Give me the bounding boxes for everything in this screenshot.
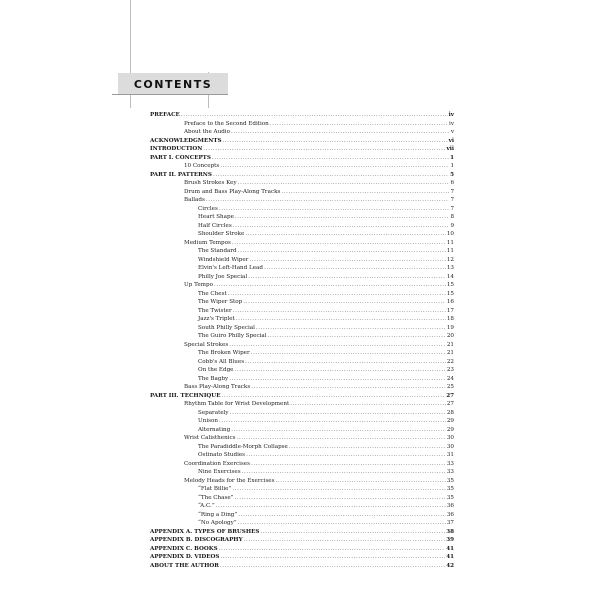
toc-entry-title: On the Edge	[198, 367, 234, 373]
toc-entry-page: 1	[450, 154, 454, 161]
toc-entry-title: PREFACE	[150, 112, 180, 118]
dot-leader	[213, 171, 449, 180]
dot-leader	[256, 324, 446, 333]
dot-leader	[220, 162, 449, 171]
toc-entry-page: 41	[446, 554, 454, 560]
toc-entry-page: 29	[446, 418, 454, 424]
dot-leader	[219, 205, 450, 214]
toc-entry-page: 20	[446, 333, 454, 339]
toc-entry-title: Ballads	[184, 197, 205, 203]
toc-entry-page: 36	[446, 511, 454, 518]
toc-entry-page: 35	[446, 494, 454, 501]
toc-entry[interactable]	[150, 358, 454, 367]
toc-entry[interactable]	[150, 315, 454, 324]
dot-leader	[233, 307, 446, 316]
toc-entry[interactable]	[150, 349, 454, 358]
toc-entry-title: South Philly Special	[198, 324, 255, 331]
dot-leader	[251, 349, 446, 358]
dot-leader	[229, 375, 446, 384]
toc-entry[interactable]	[150, 120, 454, 129]
dot-leader	[212, 154, 449, 163]
toc-entry-page: v	[450, 129, 454, 135]
toc-entry-title: Separately	[198, 409, 229, 416]
toc-entry-title: The Bagby	[198, 375, 229, 382]
toc-entry-title: Preface to the Second Edition	[184, 120, 269, 127]
toc-entry[interactable]	[150, 545, 454, 554]
dot-leader	[223, 137, 448, 146]
toc-entry-title: Wrist Calisthenics	[184, 435, 236, 441]
toc-entry[interactable]	[150, 332, 454, 341]
toc-entry-title: The Paradiddle-Morph Collapse	[198, 443, 288, 450]
dot-leader	[235, 213, 450, 222]
toc-entry-page: 30	[446, 435, 454, 441]
toc-entry-title: ACKNOWLEDGMENTS	[150, 137, 222, 144]
toc-entry-page: vi	[448, 137, 454, 144]
toc-entry-title: Special Strokes	[184, 341, 229, 348]
toc-entry-title: The Chest	[198, 290, 227, 297]
dot-leader	[249, 256, 446, 265]
toc-entry-page: 10	[446, 231, 454, 237]
toc-entry[interactable]	[150, 188, 454, 197]
toc-entry-page: 13	[446, 265, 454, 271]
toc-entry-page: 29	[446, 426, 454, 433]
toc-entry-page: 31	[446, 452, 454, 458]
toc-entry[interactable]	[150, 307, 454, 316]
contents-heading: CONTENTS	[133, 77, 213, 91]
toc-entry-title: Shoulder Stroke	[198, 231, 245, 237]
toc-entry-title: Jazz's Triplet	[198, 316, 235, 322]
toc-entry[interactable]	[150, 485, 454, 494]
toc-entry-page: 41	[446, 545, 454, 552]
toc-entry-title: Melody Heads for the Exercises	[184, 477, 275, 484]
dot-leader	[214, 281, 446, 290]
toc-entry-title: Bass Play-Along Tracks	[184, 384, 251, 390]
toc-entry-page: 23	[446, 367, 454, 373]
toc-entry-title: The Broken Wiper	[198, 350, 250, 356]
dot-leader	[181, 111, 448, 120]
toc-entry-page: 11	[446, 248, 454, 254]
toc-entry-title: Brush Strokes Key	[184, 180, 237, 186]
toc-entry-page: 1	[450, 163, 454, 169]
toc-entry[interactable]	[150, 298, 454, 307]
dot-leader	[220, 562, 445, 571]
toc-entry-page: 16	[446, 299, 454, 305]
toc-entry-page: 19	[446, 324, 454, 331]
toc-entry-page: 5	[450, 171, 454, 178]
toc-entry-page: 7	[450, 197, 454, 203]
toc-entry-page: 33	[446, 460, 454, 467]
dot-leader	[276, 477, 446, 486]
toc-entry-page: 21	[446, 350, 454, 356]
toc-entry-page: 24	[446, 375, 454, 382]
toc-entry-page: 39	[446, 537, 454, 543]
toc-entry-title: Unison	[198, 418, 218, 424]
toc-entry-title: About the Audio	[184, 129, 230, 135]
dot-leader	[233, 222, 450, 231]
dot-leader	[230, 409, 446, 418]
toc-entry[interactable]	[150, 536, 454, 545]
toc-entry[interactable]	[150, 409, 454, 418]
toc-entry[interactable]	[150, 383, 454, 392]
toc-entry[interactable]	[150, 502, 454, 511]
toc-entry[interactable]	[150, 145, 454, 154]
dot-leader	[238, 247, 446, 256]
toc-entry[interactable]	[150, 196, 454, 205]
toc-entry[interactable]	[150, 162, 454, 171]
dot-leader	[270, 120, 448, 129]
toc-entry[interactable]	[150, 256, 454, 265]
dot-leader	[238, 511, 446, 520]
toc-entry[interactable]	[150, 494, 454, 503]
toc-entry[interactable]	[150, 222, 454, 231]
toc-entry-page: 25	[446, 384, 454, 390]
dot-leader	[232, 239, 446, 248]
toc-entry-title: APPENDIX B. DISCOGRAPHY	[150, 537, 243, 543]
toc-entry[interactable]	[150, 417, 454, 426]
dot-leader	[238, 519, 446, 528]
toc-entry-page: 33	[446, 469, 454, 475]
dot-leader	[290, 400, 446, 409]
toc-entry-title: Coordination Exercises	[184, 460, 250, 467]
toc-entry-title: Heart Shape	[198, 214, 234, 220]
toc-entry[interactable]	[150, 528, 454, 537]
toc-entry-page: iv	[448, 112, 454, 118]
toc-entry[interactable]	[150, 392, 454, 401]
toc-entry[interactable]	[150, 111, 454, 120]
toc-entry-page: 8	[450, 214, 454, 220]
toc-entry-title: Up Tempo	[184, 282, 213, 288]
toc-entry-title: INTRODUCTION	[150, 146, 203, 152]
toc-entry-title: Philly Joe Special	[198, 273, 248, 280]
contents-heading-box	[118, 73, 228, 95]
toc-entry[interactable]	[150, 468, 454, 477]
toc-entry[interactable]	[150, 477, 454, 486]
toc-entry-title: “A.C.”	[198, 503, 215, 509]
toc-entry-title: Nine Exercises	[198, 469, 241, 475]
toc-entry-page: 7	[450, 205, 454, 212]
toc-entry-title: The Guiro Philly Special	[198, 333, 267, 339]
dot-leader	[242, 468, 446, 477]
dot-leader	[251, 460, 446, 469]
heading-underline	[112, 94, 228, 95]
toc-entry-page: 42	[446, 562, 454, 569]
toc-entry[interactable]	[150, 273, 454, 282]
toc-entry-page: 11	[446, 239, 454, 246]
dot-leader	[235, 494, 446, 503]
toc-entry-page: 17	[446, 307, 454, 314]
toc-entry[interactable]	[150, 341, 454, 350]
toc-entry-page: vii	[446, 146, 454, 152]
toc-entry-title: PART I. CONCEPTS	[150, 154, 211, 161]
toc-entry[interactable]	[150, 290, 454, 299]
toc-entry[interactable]	[150, 213, 454, 222]
dot-leader	[243, 298, 446, 307]
dot-leader	[245, 358, 446, 367]
dot-leader	[248, 273, 446, 282]
toc-entry[interactable]	[150, 230, 454, 239]
toc-entry-title: APPENDIX A. TYPES OF BRUSHES	[150, 528, 260, 535]
dot-leader	[281, 188, 449, 197]
toc-entry-page: 35	[446, 486, 454, 492]
toc-entry[interactable]	[150, 128, 454, 137]
dot-leader	[231, 426, 446, 435]
toc-entry-title: PART III. TECHNIQUE	[150, 392, 221, 399]
toc-entry[interactable]	[150, 239, 454, 248]
dot-leader	[231, 128, 450, 137]
toc-entry[interactable]	[150, 324, 454, 333]
toc-entry[interactable]	[150, 511, 454, 520]
dot-leader	[219, 417, 446, 426]
toc-entry-title: APPENDIX D. VIDEOS	[150, 554, 220, 560]
dot-leader	[268, 332, 446, 341]
dot-leader	[232, 485, 446, 494]
dot-leader	[289, 443, 446, 452]
toc-entry[interactable]	[150, 553, 454, 562]
toc-entry-title: Circles	[198, 205, 218, 212]
dot-leader	[264, 264, 446, 273]
toc-entry-title: Medium Tempos	[184, 239, 231, 246]
toc-entry-page: 37	[446, 520, 454, 526]
toc-entry[interactable]	[150, 443, 454, 452]
dot-leader	[219, 545, 446, 554]
toc-entry[interactable]	[150, 434, 454, 443]
toc-entry[interactable]	[150, 400, 454, 409]
toc-entry[interactable]	[150, 375, 454, 384]
toc-entry-page: 28	[446, 409, 454, 416]
dot-leader	[260, 528, 445, 537]
toc-entry-page: 27	[446, 401, 454, 407]
toc-entry-title: APPENDIX C. BOOKS	[150, 545, 218, 552]
dot-leader	[234, 366, 445, 375]
toc-entry-title: Elvin's Left-Hand Lead	[198, 265, 263, 271]
dot-leader	[221, 392, 445, 401]
toc-entry-title: Half Circles	[198, 222, 232, 229]
toc-entry[interactable]	[150, 137, 454, 146]
dot-leader	[229, 341, 446, 350]
toc-entry-page: 36	[446, 503, 454, 509]
toc-entry[interactable]	[150, 205, 454, 214]
dot-leader	[246, 451, 446, 460]
toc-entry-title: The Twister	[198, 307, 232, 314]
toc-entry-title: “Ring a Ding”	[198, 511, 238, 518]
toc-entry-page: 14	[446, 273, 454, 280]
dot-leader	[206, 196, 450, 205]
toc-entry-page: iv	[449, 120, 454, 127]
toc-entry[interactable]	[150, 154, 454, 163]
dot-leader	[244, 536, 446, 545]
toc-entry-title: Cobb's All Blues	[198, 358, 245, 365]
toc-entry-title: Windshield Wiper	[198, 256, 249, 263]
toc-entry[interactable]	[150, 460, 454, 469]
toc-entry-title: “The Chase”	[198, 494, 234, 501]
toc-entry-page: 12	[446, 256, 454, 263]
dot-leader	[228, 290, 446, 299]
toc-entry[interactable]	[150, 366, 454, 375]
dot-leader	[238, 179, 450, 188]
toc-entry-title: Ostinato Studies	[198, 452, 246, 458]
toc-entry-page: 7	[450, 188, 454, 195]
toc-entry[interactable]	[150, 281, 454, 290]
toc-entry-page: 27	[446, 392, 454, 399]
toc-entry[interactable]	[150, 171, 454, 180]
toc-entry-page: 9	[450, 222, 454, 229]
toc-entry-title: The Standard	[198, 248, 237, 254]
toc-entry-title: “No Apology”	[198, 520, 237, 526]
toc-entry-page: 30	[446, 443, 454, 450]
toc-entry-title: Rhythm Table for Wrist Development	[184, 401, 290, 407]
toc-entry[interactable]	[150, 426, 454, 435]
dot-leader	[251, 383, 446, 392]
toc-entry-title: 10 Concepts	[184, 163, 220, 169]
dot-leader	[220, 553, 445, 562]
toc-entry[interactable]	[150, 179, 454, 188]
table-of-contents	[150, 111, 454, 570]
toc-entry-title: ABOUT THE AUTHOR	[150, 562, 219, 569]
toc-entry[interactable]	[150, 264, 454, 273]
toc-entry-page: 6	[450, 180, 454, 186]
toc-entry[interactable]	[150, 451, 454, 460]
toc-entry-title: “Flat Billie”	[198, 486, 232, 492]
toc-entry-page: 38	[446, 528, 454, 535]
dot-leader	[203, 145, 445, 154]
toc-entry-page: 15	[446, 290, 454, 297]
toc-entry-page: 21	[446, 341, 454, 348]
toc-entry[interactable]	[150, 562, 454, 571]
toc-entry-page: 22	[446, 358, 454, 365]
toc-entry-title: PART II. PATTERNS	[150, 171, 212, 178]
toc-entry-page: 15	[446, 282, 454, 288]
toc-entry-title: Drum and Bass Play-Along Tracks	[184, 188, 281, 195]
dot-leader	[236, 315, 446, 324]
toc-entry-page: 35	[446, 477, 454, 484]
dot-leader	[236, 434, 445, 443]
toc-entry[interactable]	[150, 519, 454, 528]
dot-leader	[216, 502, 446, 511]
toc-entry-page: 18	[446, 316, 454, 322]
toc-entry[interactable]	[150, 247, 454, 256]
toc-entry-title: Alternating	[198, 426, 231, 433]
dot-leader	[245, 230, 446, 239]
toc-entry-title: The Wiper Stop	[198, 299, 243, 305]
